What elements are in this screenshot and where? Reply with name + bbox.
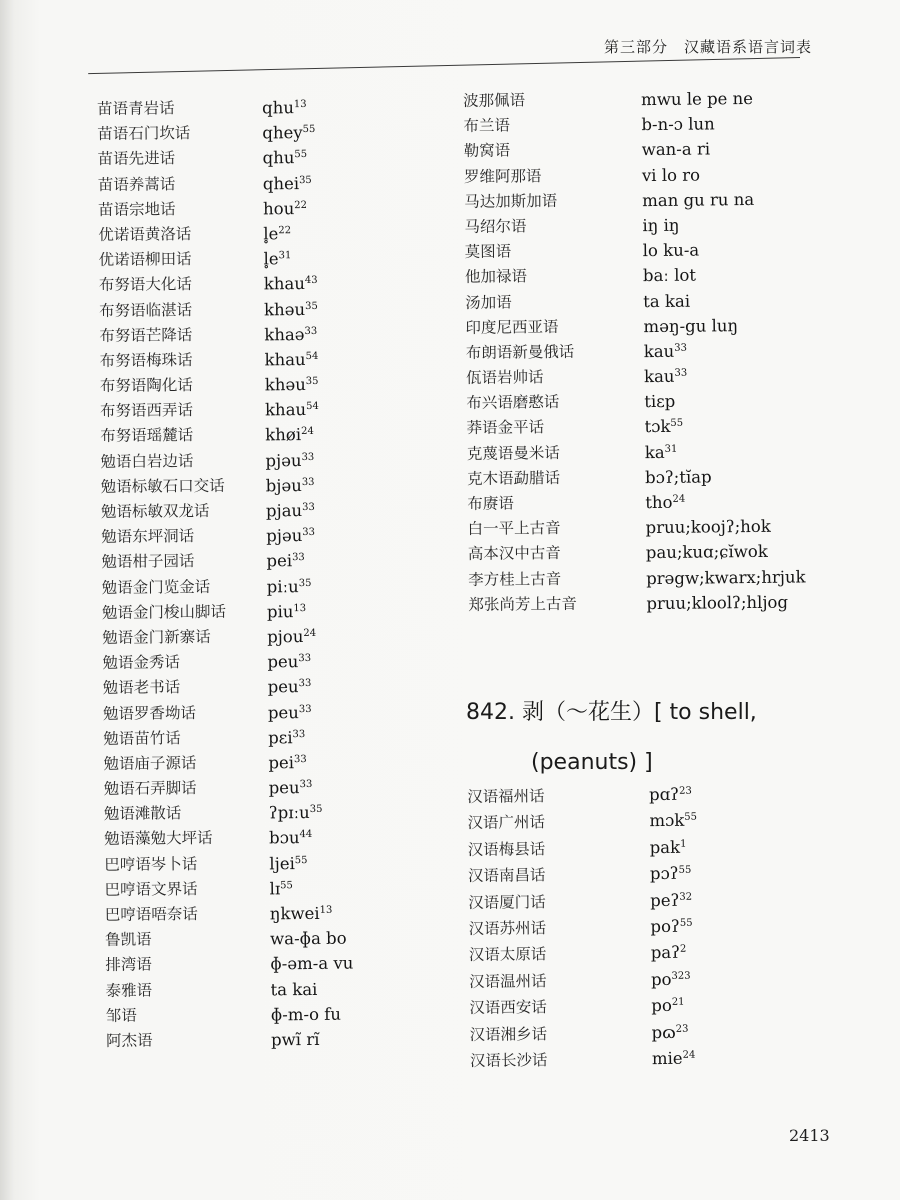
- transcription-text: qhu: [262, 148, 295, 168]
- tone-number: 55: [670, 418, 684, 430]
- transcription-text: khəu: [264, 375, 306, 395]
- language-name: 马达加斯加语: [464, 191, 558, 211]
- tone-number: 33: [302, 501, 315, 514]
- transcription-text: ka: [644, 442, 665, 462]
- entry-number: 842.: [466, 700, 515, 725]
- tone-number: 2: [679, 944, 687, 956]
- transcription-text: tiɛp: [644, 392, 676, 412]
- transcription: [270, 976, 317, 1002]
- transcription: [270, 951, 353, 977]
- tone-number: 33: [298, 653, 312, 665]
- transcription-text: paʔ: [650, 943, 681, 963]
- transcription: [650, 914, 692, 941]
- transcription-text: pjau: [265, 501, 303, 521]
- transcription: [641, 86, 753, 112]
- language-name: 苗语先进话: [97, 149, 176, 169]
- transcription: [651, 993, 685, 1020]
- language-name: 勉语白岩边话: [100, 451, 194, 471]
- language-name: 汤加语: [465, 293, 512, 312]
- tone-number: 33: [674, 367, 688, 379]
- transcription: [646, 564, 806, 591]
- transcription-text: prəgw;kwarx;hrjuk: [646, 567, 806, 588]
- transcription: [262, 145, 307, 171]
- tone-number: 31: [664, 443, 678, 455]
- transcription: [652, 1046, 696, 1073]
- tone-number: 55: [280, 879, 293, 892]
- right-column-top: [463, 88, 806, 618]
- tone-number: 22: [278, 225, 292, 237]
- language-name: 勒窝语: [463, 141, 511, 161]
- language-name: 优诺语黄洛话: [98, 225, 192, 244]
- transcription: [650, 887, 692, 914]
- language-name: 汉语苏州话: [468, 919, 547, 938]
- tone-number: 13: [319, 904, 333, 916]
- transcription-text: ŋkwei: [269, 903, 320, 924]
- transcription-text: pruu;kloolʔ;hljog: [646, 592, 789, 613]
- language-name: 鲁凯语: [105, 930, 152, 950]
- transcription: [642, 213, 679, 239]
- transcription-text: pau;kuɑ;ɕĭwok: [645, 542, 768, 563]
- language-name: 勉语东坪洞话: [101, 527, 195, 547]
- transcription: [650, 834, 687, 861]
- language-name: 勉语庙子源话: [103, 753, 197, 773]
- language-name: 苗语宗地话: [97, 200, 176, 219]
- transcription-text: bjəu: [265, 475, 302, 496]
- transcription: [643, 263, 696, 289]
- transcription-text: khau: [264, 349, 306, 370]
- language-name: 布努语瑶麓话: [100, 426, 194, 446]
- transcription: [264, 347, 318, 373]
- transcription-text: ta kai: [270, 979, 318, 999]
- transcription: [269, 851, 307, 877]
- transcription: [268, 699, 312, 725]
- tone-number: 33: [301, 451, 315, 463]
- page-number: 2413: [789, 1126, 830, 1145]
- tone-number: 35: [298, 174, 312, 186]
- transcription: [642, 187, 754, 213]
- language-name: 郑张尚芳上古音: [468, 594, 578, 614]
- language-name: 布努语芒降话: [99, 325, 193, 345]
- left-column: [97, 97, 354, 1054]
- transcription-text: peu: [267, 677, 299, 697]
- transcription-text: ʔpɪːu: [268, 803, 310, 823]
- transcription-text: ta kai: [643, 291, 691, 311]
- transcription: [651, 1019, 688, 1046]
- language-name: 罗维阿那语: [463, 166, 542, 186]
- transcription: [269, 825, 312, 851]
- tone-number: 35: [305, 375, 319, 388]
- entry-title-line1: 剥（～花生）[ to shell,: [521, 700, 757, 725]
- language-name: 邹语: [105, 1006, 137, 1025]
- language-name: 布兴语磨憨话: [466, 393, 560, 413]
- transcription: [266, 548, 305, 574]
- tone-number: 55: [679, 917, 693, 929]
- transcription-text: peʔ: [650, 890, 680, 910]
- transcription: [265, 448, 314, 474]
- transcription-text: tɔk: [644, 417, 671, 437]
- language-name: 波那佩语: [463, 91, 526, 110]
- transcription-text: po: [650, 969, 672, 989]
- tone-number: 33: [298, 703, 312, 715]
- tone-number: 35: [309, 804, 323, 816]
- transcription-text: l̥e: [263, 224, 279, 244]
- language-name: 勉语金门新寨话: [102, 627, 211, 647]
- tone-number: 54: [306, 401, 319, 413]
- transcription: [268, 674, 312, 700]
- transcription-text: pjəu: [265, 450, 302, 471]
- transcription-text: qhei: [262, 173, 300, 193]
- transcription: [643, 313, 738, 339]
- transcription-text: ljei: [269, 853, 295, 874]
- language-name: 泰雅语: [105, 981, 153, 1000]
- tone-number: 23: [679, 785, 692, 797]
- transcription-text: lɪ: [269, 879, 281, 899]
- right-column-bottom: [467, 784, 698, 1074]
- tone-number: 43: [304, 275, 318, 287]
- transcription-text: qhu: [262, 98, 295, 118]
- transcription: [645, 514, 770, 541]
- transcription-text: pei: [266, 551, 293, 571]
- transcription-text: kau: [643, 341, 675, 361]
- language-name: 布朗语新曼俄话: [465, 342, 575, 362]
- language-name: 佤语岩帅话: [465, 368, 544, 388]
- transcription-text: khəu: [263, 299, 306, 319]
- transcription-text: məŋ-gu luŋ: [643, 315, 739, 336]
- transcription-text: khau: [264, 400, 307, 420]
- transcription: [651, 940, 687, 967]
- transcription: [646, 539, 768, 565]
- transcription-text: wan-a ri: [641, 139, 711, 160]
- language-name: 勉语石弄脚话: [103, 779, 197, 799]
- tone-number: 35: [304, 300, 318, 312]
- tone-number: 55: [294, 149, 308, 161]
- language-name: 苗语养蒿话: [97, 174, 176, 194]
- language-name: 勉语藻勉大坪话: [104, 829, 213, 849]
- transcription: [268, 750, 307, 776]
- language-name: 汉语梅县话: [467, 839, 546, 859]
- language-name: 布努语大化话: [98, 275, 192, 295]
- tone-number: 31: [278, 250, 292, 262]
- transcription-text: poʔ: [650, 916, 680, 937]
- tone-number: 33: [291, 552, 305, 564]
- transcription-text: khaə: [264, 324, 305, 345]
- language-name: 布努语西弄话: [99, 401, 194, 421]
- transcription-text: pɔʔ: [649, 863, 679, 884]
- tone-number: 33: [302, 527, 316, 539]
- transcription: [269, 800, 323, 826]
- tone-number: 21: [671, 996, 685, 1008]
- language-name: 勉语老书话: [102, 678, 181, 698]
- transcription: [650, 861, 692, 888]
- language-name: 苗语石门坎话: [97, 124, 191, 144]
- language-name: 马绍尔语: [464, 217, 527, 236]
- transcription: [263, 246, 291, 271]
- transcription: [644, 364, 687, 390]
- transcription-text: pɛi: [268, 727, 293, 748]
- transcription: [264, 271, 318, 297]
- transcription-text: l̥e: [263, 249, 279, 269]
- tone-number: 32: [679, 891, 693, 903]
- transcription-text: mie: [651, 1048, 683, 1068]
- transcription-text: po: [651, 995, 672, 1016]
- tone-number: 24: [682, 1049, 696, 1061]
- transcription-text: mwu le pe ne: [641, 88, 754, 110]
- transcription-text: pruu;koojʔ;hok: [645, 516, 771, 538]
- transcription: [270, 926, 347, 952]
- language-name: 克木语勐腊话: [466, 468, 561, 488]
- language-name: 勉语标敏石口交话: [100, 476, 225, 496]
- transcription: [271, 1027, 320, 1053]
- transcription-text: peu: [267, 702, 299, 722]
- language-name: 排湾语: [105, 955, 152, 975]
- transcription-text: hou: [262, 198, 295, 219]
- entry-title-line2: (peanuts) ]: [531, 750, 653, 775]
- transcription-text: ɸ-m-o fu: [270, 1004, 342, 1025]
- tone-number: 33: [301, 476, 315, 488]
- language-name: 汉语太原话: [468, 945, 547, 965]
- transcription: [264, 322, 317, 348]
- tone-number: 13: [293, 602, 307, 614]
- transcription: [644, 339, 687, 365]
- entry-heading: [466, 688, 757, 788]
- transcription: [643, 238, 700, 264]
- language-name: 白一平上古音: [467, 519, 561, 539]
- language-name: 布努语临湛话: [98, 300, 193, 320]
- language-name: 勉语金门览金话: [101, 577, 211, 597]
- transcription: [644, 414, 683, 440]
- language-name: 莽语金平话: [466, 418, 545, 438]
- transcription: [266, 498, 315, 524]
- transcription-text: lo ku-a: [642, 240, 700, 261]
- language-name: 汉语湘乡话: [469, 1024, 548, 1044]
- language-name: 勉语金秀话: [102, 653, 181, 673]
- tone-number: 55: [294, 854, 308, 866]
- language-name: 优诺语柳田话: [98, 250, 192, 270]
- transcription: [268, 725, 305, 751]
- tone-number: 44: [299, 829, 313, 841]
- transcription-text: tho: [645, 492, 673, 513]
- transcription-text: man gu ru na: [642, 189, 755, 210]
- language-name: 巴哼语唔奈话: [104, 905, 198, 924]
- tone-number: 55: [678, 864, 692, 876]
- language-name: 汉语长沙话: [469, 1051, 548, 1070]
- tone-number: 24: [301, 426, 314, 438]
- transcription-text: wa-ɸa bo: [269, 928, 347, 949]
- language-name: 勉语柑子园话: [101, 552, 195, 572]
- transcription-text: b-n-ɔ lun: [641, 114, 715, 135]
- transcription: [649, 808, 697, 835]
- transcription-text: pjəu: [266, 526, 303, 546]
- language-name: 勉语滩散话: [103, 804, 182, 824]
- language-name: 苗语青岩话: [97, 99, 175, 118]
- transcription: [264, 296, 318, 322]
- transcription: [263, 196, 307, 222]
- transcription: [645, 439, 678, 465]
- transcription: [265, 422, 314, 448]
- language-name: 汉语厦门话: [468, 892, 546, 912]
- transcription: [651, 966, 691, 993]
- transcription-text: vi lo ro: [641, 165, 701, 185]
- transcription: [263, 171, 312, 197]
- tone-number: 13: [293, 98, 307, 111]
- transcription-text: qhey: [262, 123, 303, 143]
- language-name: 印度尼西亚语: [465, 317, 559, 337]
- header-rule: [88, 57, 800, 74]
- transcription: [266, 473, 315, 499]
- transcription: [641, 112, 715, 138]
- transcription: [645, 490, 685, 516]
- tone-number: 1: [679, 838, 687, 850]
- language-name: 布赓语: [467, 494, 514, 513]
- language-name: 布努语梅珠话: [99, 350, 193, 370]
- transcription: [649, 782, 692, 809]
- tone-number: 33: [292, 728, 306, 740]
- tone-number: 23: [675, 1023, 689, 1035]
- transcription-text: pɑʔ: [649, 784, 680, 805]
- transcription-text: piu: [266, 601, 294, 622]
- transcription: [262, 120, 315, 146]
- language-name: 布兰语: [463, 116, 510, 136]
- language-name: 高本汉中古音: [467, 544, 561, 564]
- transcription-text: khøi: [265, 425, 302, 445]
- transcription: [271, 1001, 341, 1027]
- tone-number: 24: [303, 627, 317, 639]
- language-name: 克蔑语曼米话: [466, 443, 560, 463]
- language-name: 汉语温州话: [468, 971, 547, 991]
- transcription-text: kau: [643, 366, 675, 387]
- transcription: [642, 137, 711, 163]
- tone-number: 24: [672, 493, 686, 505]
- transcription: [269, 775, 313, 801]
- language-name: 汉语南昌话: [467, 866, 546, 886]
- transcription: [266, 523, 315, 549]
- transcription-text: peu: [267, 652, 299, 672]
- transcription-text: pwĩ rĩ: [270, 1029, 320, 1050]
- tone-number: 33: [299, 779, 313, 791]
- running-header: 第三部分 汉藏语系语言词表: [604, 38, 813, 56]
- transcription: [265, 397, 319, 423]
- transcription: [267, 599, 306, 625]
- tone-number: 323: [671, 970, 691, 982]
- transcription-text: bɔu: [269, 828, 300, 848]
- tone-number: 35: [298, 577, 312, 589]
- transcription-text: pɷ: [651, 1022, 676, 1042]
- transcription: [262, 95, 307, 121]
- language-name: 汉语广州话: [467, 813, 546, 833]
- transcription: [270, 901, 333, 927]
- transcription: [267, 574, 312, 600]
- tone-number: 55: [684, 811, 698, 824]
- tone-number: 33: [304, 325, 318, 337]
- tone-number: 54: [305, 350, 319, 362]
- language-name: 他加禄语: [464, 267, 528, 287]
- language-name: 汉语西安话: [469, 998, 547, 1018]
- transcription-text: mɔk: [649, 811, 685, 831]
- transcription-text: khau: [263, 274, 305, 294]
- transcription-text: ɸ-əm-a vu: [270, 953, 354, 974]
- transcription-text: baː lot: [642, 265, 697, 286]
- transcription-text: pei: [268, 753, 295, 773]
- tone-number: 33: [674, 342, 687, 354]
- language-name: 李方桂上古音: [468, 569, 562, 589]
- language-name: 勉语苗竹话: [103, 728, 181, 748]
- transcription-text: pjou: [267, 626, 304, 647]
- language-name: 巴哼语文界话: [104, 879, 198, 899]
- language-name: 汉语福州话: [467, 787, 545, 806]
- language-name: 勉语金门梭山脚话: [101, 602, 227, 622]
- language-name: 布努语陶化话: [99, 376, 193, 396]
- transcription: [263, 221, 291, 246]
- transcription: [267, 624, 316, 650]
- transcription: [269, 876, 293, 901]
- transcription: [265, 372, 319, 398]
- tone-number: 33: [293, 753, 307, 766]
- transcription-text: bɔʔ;tĭap: [644, 467, 712, 487]
- tone-number: 22: [294, 199, 308, 211]
- transcription: [645, 464, 712, 490]
- language-name: 巴哼语岑卜话: [104, 854, 198, 874]
- transcription-text: pak: [649, 837, 681, 857]
- language-name: 勉语标敏双龙话: [100, 501, 210, 521]
- transcription-text: piːu: [266, 576, 299, 596]
- tone-number: 55: [302, 124, 316, 136]
- transcription: [646, 589, 788, 616]
- language-name: 莫图语: [464, 242, 512, 262]
- transcription: [643, 288, 690, 314]
- tone-number: 33: [298, 678, 312, 690]
- transcription: [644, 389, 675, 415]
- language-name: 勉语罗香坳话: [102, 703, 197, 723]
- transcription: [642, 162, 700, 188]
- language-name: 阿杰语: [105, 1031, 153, 1050]
- transcription-text: peu: [268, 778, 300, 798]
- transcription-text: iŋ iŋ: [642, 215, 680, 236]
- transcription: [267, 649, 311, 675]
